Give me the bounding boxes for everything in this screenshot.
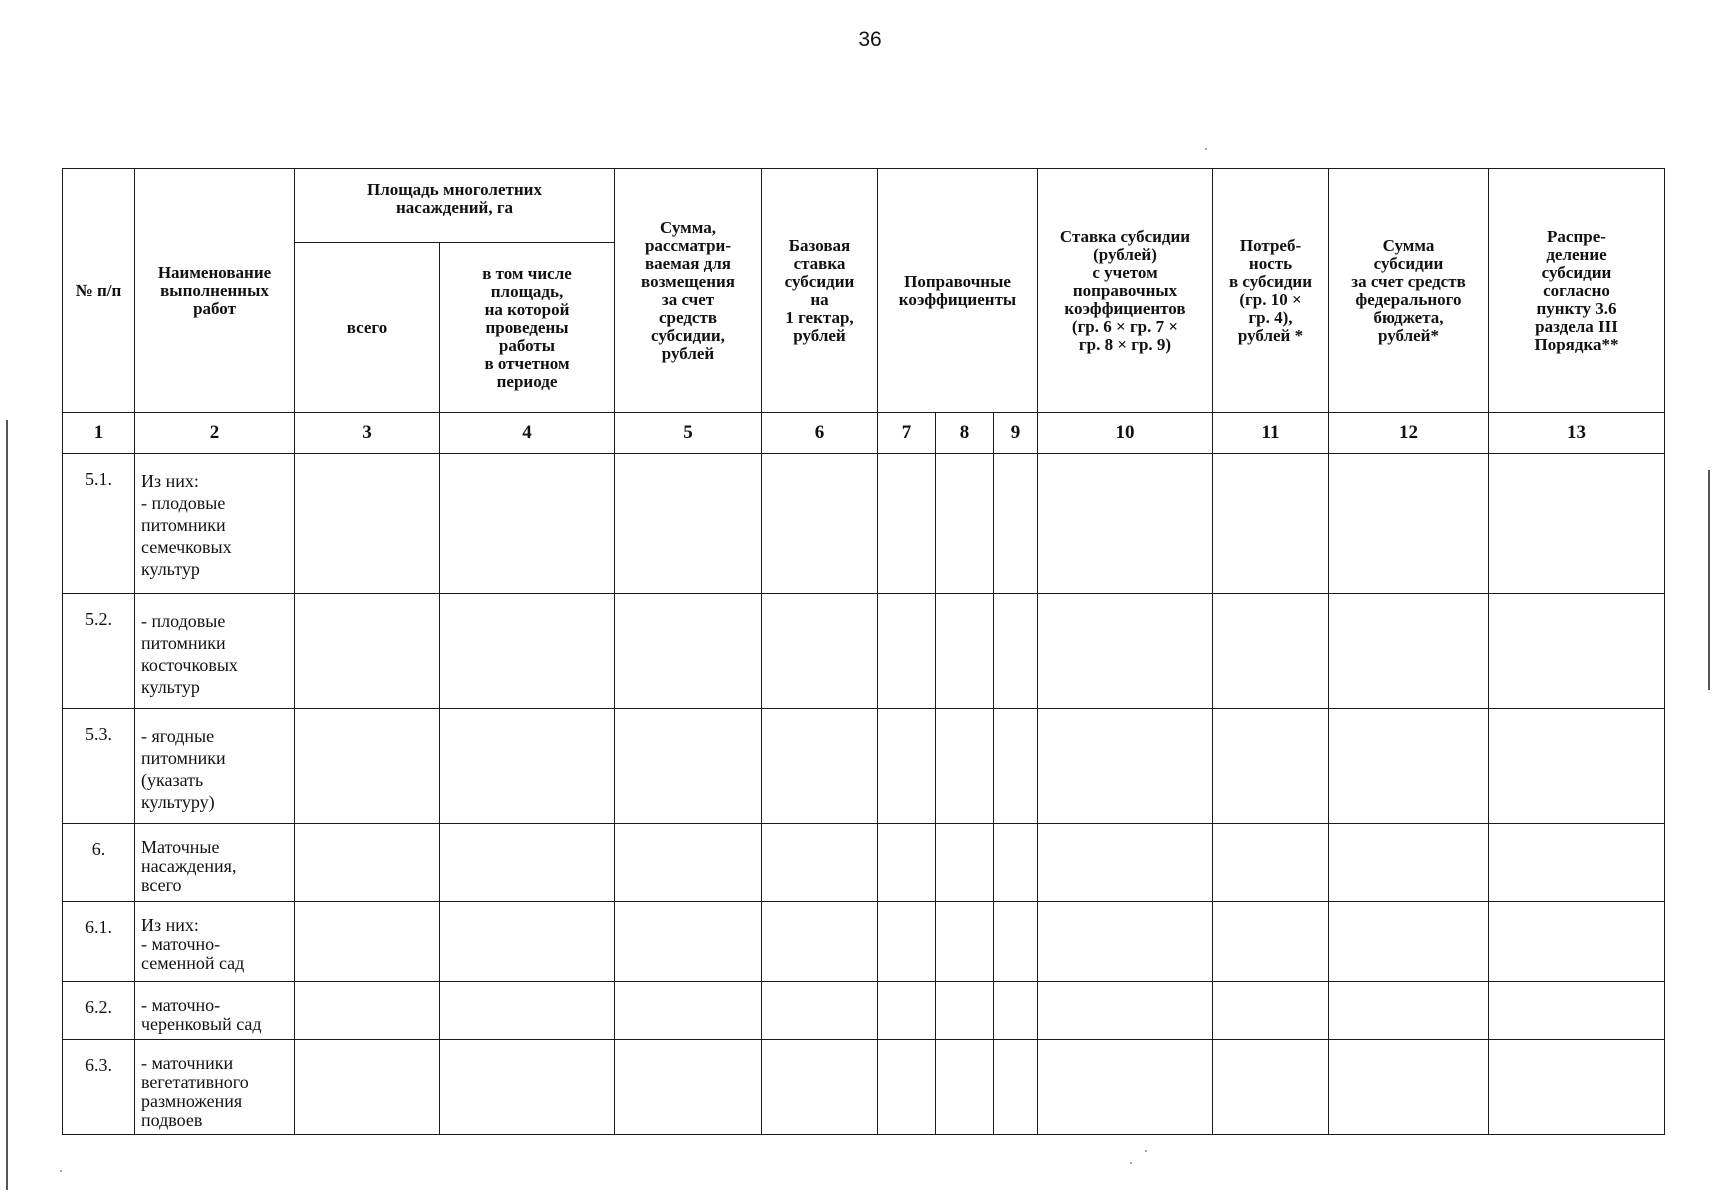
table-cell[interactable] [1489, 594, 1665, 709]
table-cell[interactable] [762, 1040, 878, 1135]
table-cell[interactable] [762, 824, 878, 902]
scan-speck [1145, 1150, 1147, 1152]
table-cell[interactable] [878, 1040, 936, 1135]
table-cell[interactable] [615, 902, 762, 982]
table-cell[interactable] [615, 709, 762, 824]
table-cell[interactable] [994, 709, 1038, 824]
table-cell[interactable] [878, 982, 936, 1040]
work-name: Из них: - плодовые питомники семечковых культур [135, 454, 295, 594]
table-cell[interactable] [1489, 902, 1665, 982]
table-cell[interactable] [1329, 902, 1489, 982]
table-row [63, 824, 1665, 902]
header-amount: Сумма, рассматри- ваемая для возмещения за счет средств субсидии, рублей [615, 169, 762, 413]
table-cell[interactable] [1489, 709, 1665, 824]
table-cell[interactable] [615, 982, 762, 1040]
column-number: 1 [63, 413, 135, 454]
table-cell[interactable] [1213, 902, 1329, 982]
header-area-group: Площадь многолетних насаждений, га [295, 169, 615, 243]
table-cell[interactable] [1489, 982, 1665, 1040]
column-number: 6 [762, 413, 878, 454]
table-cell[interactable] [1489, 1040, 1665, 1135]
table-cell[interactable] [440, 454, 615, 594]
row-number: 5.2. [63, 594, 135, 709]
table-cell[interactable] [1329, 454, 1489, 594]
table-cell[interactable] [762, 594, 878, 709]
table-cell[interactable] [878, 454, 936, 594]
table-cell[interactable] [1329, 1040, 1489, 1135]
table-cell[interactable] [1213, 982, 1329, 1040]
table-cell[interactable] [878, 824, 936, 902]
table-cell[interactable] [1038, 454, 1213, 594]
table-cell[interactable] [295, 594, 440, 709]
table-cell[interactable] [1038, 709, 1213, 824]
table-cell[interactable] [295, 982, 440, 1040]
table-cell[interactable] [1213, 594, 1329, 709]
table-cell[interactable] [1489, 454, 1665, 594]
table-cell[interactable] [994, 594, 1038, 709]
table-cell[interactable] [615, 1040, 762, 1135]
table-cell[interactable] [1038, 1040, 1213, 1135]
row-number: 6.1. [63, 902, 135, 982]
row-number: 6.2. [63, 982, 135, 1040]
scan-speck [60, 1170, 62, 1172]
column-number: 9 [994, 413, 1038, 454]
table-cell[interactable] [1038, 824, 1213, 902]
table-cell[interactable] [1213, 824, 1329, 902]
header-rate-adjusted: Ставка субсидии (рублей) с учетом поправочных коэффициентов (гр. 6 × гр. 7 × гр. 8 × гр. 9) [1038, 169, 1213, 413]
work-name: Из них: - маточно- семенной сад [135, 902, 295, 982]
table-cell[interactable] [440, 982, 615, 1040]
row-number: 6.3. [63, 1040, 135, 1135]
column-number: 12 [1329, 413, 1489, 454]
table-row [63, 902, 1665, 982]
row-number: 5.1. [63, 454, 135, 594]
header-base-rate: Базовая ставка субсидии на 1 гектар, рублей [762, 169, 878, 413]
column-number: 10 [1038, 413, 1213, 454]
scan-edge-left [6, 420, 8, 1190]
table-row [63, 594, 1665, 709]
scan-speck [1130, 1162, 1132, 1164]
table-cell[interactable] [440, 709, 615, 824]
table-cell[interactable] [936, 709, 994, 824]
table-cell[interactable] [1213, 1040, 1329, 1135]
header-row-number: № п/п [63, 169, 135, 413]
header-work-name: Наименование выполненных работ [135, 169, 295, 413]
table-cell[interactable] [1489, 824, 1665, 902]
header-federal-budget: Сумма субсидии за счет средств федерального бюджета, рублей* [1329, 169, 1489, 413]
column-number: 7 [878, 413, 936, 454]
table-cell[interactable] [994, 982, 1038, 1040]
work-name: - маточно- черенковый сад [135, 982, 295, 1040]
table-cell[interactable] [994, 1040, 1038, 1135]
table-cell[interactable] [994, 824, 1038, 902]
work-name: - плодовые питомники косточковых культур [135, 594, 295, 709]
table-cell[interactable] [994, 902, 1038, 982]
column-number: 4 [440, 413, 615, 454]
column-number: 5 [615, 413, 762, 454]
table-cell[interactable] [762, 709, 878, 824]
table-cell[interactable] [878, 902, 936, 982]
scan-edge-right [1708, 470, 1710, 690]
table-cell[interactable] [936, 824, 994, 902]
table-row [63, 982, 1665, 1040]
table-cell[interactable] [762, 454, 878, 594]
column-number: 2 [135, 413, 295, 454]
table-row [63, 454, 1665, 594]
table-cell[interactable] [1329, 824, 1489, 902]
table-cell[interactable] [1329, 594, 1489, 709]
table-cell[interactable] [1038, 982, 1213, 1040]
header-coefficients: Поправочные коэффициенты [878, 169, 1038, 413]
header-need: Потреб- ность в субсидии (гр. 10 × гр. 4), рублей * [1213, 169, 1329, 413]
subsidy-calculation-table [62, 168, 1665, 1135]
table-cell[interactable] [615, 454, 762, 594]
table-cell[interactable] [295, 824, 440, 902]
column-number: 3 [295, 413, 440, 454]
table-cell[interactable] [615, 824, 762, 902]
table-cell[interactable] [936, 902, 994, 982]
table-cell[interactable] [1213, 454, 1329, 594]
table-cell[interactable] [615, 594, 762, 709]
table-cell[interactable] [440, 1040, 615, 1135]
table-cell[interactable] [762, 902, 878, 982]
table-cell[interactable] [762, 982, 878, 1040]
table-cell[interactable] [994, 454, 1038, 594]
work-name: - ягодные питомники (указать культуру) [135, 709, 295, 824]
table-cell[interactable] [936, 982, 994, 1040]
table-cell[interactable] [936, 454, 994, 594]
table-cell[interactable] [878, 594, 936, 709]
column-number: 11 [1213, 413, 1329, 454]
table-cell[interactable] [1213, 709, 1329, 824]
table-cell[interactable] [440, 902, 615, 982]
table-cell[interactable] [295, 709, 440, 824]
header-area-total: всего [295, 243, 440, 413]
table-cell[interactable] [1038, 594, 1213, 709]
table-cell[interactable] [295, 902, 440, 982]
table-row [63, 1040, 1665, 1135]
column-number: 13 [1489, 413, 1665, 454]
table-cell[interactable] [440, 594, 615, 709]
table-cell[interactable] [440, 824, 615, 902]
scan-speck [1205, 148, 1207, 150]
header-distribution: Распре- деление субсидии согласно пункту 3.6 раздела III Порядка** [1489, 169, 1665, 413]
row-number: 6. [63, 824, 135, 902]
table-cell[interactable] [295, 454, 440, 594]
header-area-worked: в том числе площадь, на которой проведены работы в отчетном периоде [440, 243, 615, 413]
work-name: - маточники вегетативного размножения подвоев [135, 1040, 295, 1135]
table-cell[interactable] [295, 1040, 440, 1135]
table-cell[interactable] [936, 594, 994, 709]
table-row [63, 709, 1665, 824]
table-cell[interactable] [1329, 982, 1489, 1040]
work-name: Маточные насаждения, всего [135, 824, 295, 902]
table-cell[interactable] [936, 1040, 994, 1135]
table-cell[interactable] [1038, 902, 1213, 982]
page-number: 36 [858, 28, 882, 51]
row-number: 5.3. [63, 709, 135, 824]
table-cell[interactable] [878, 709, 936, 824]
table-cell[interactable] [1329, 709, 1489, 824]
column-number: 8 [936, 413, 994, 454]
